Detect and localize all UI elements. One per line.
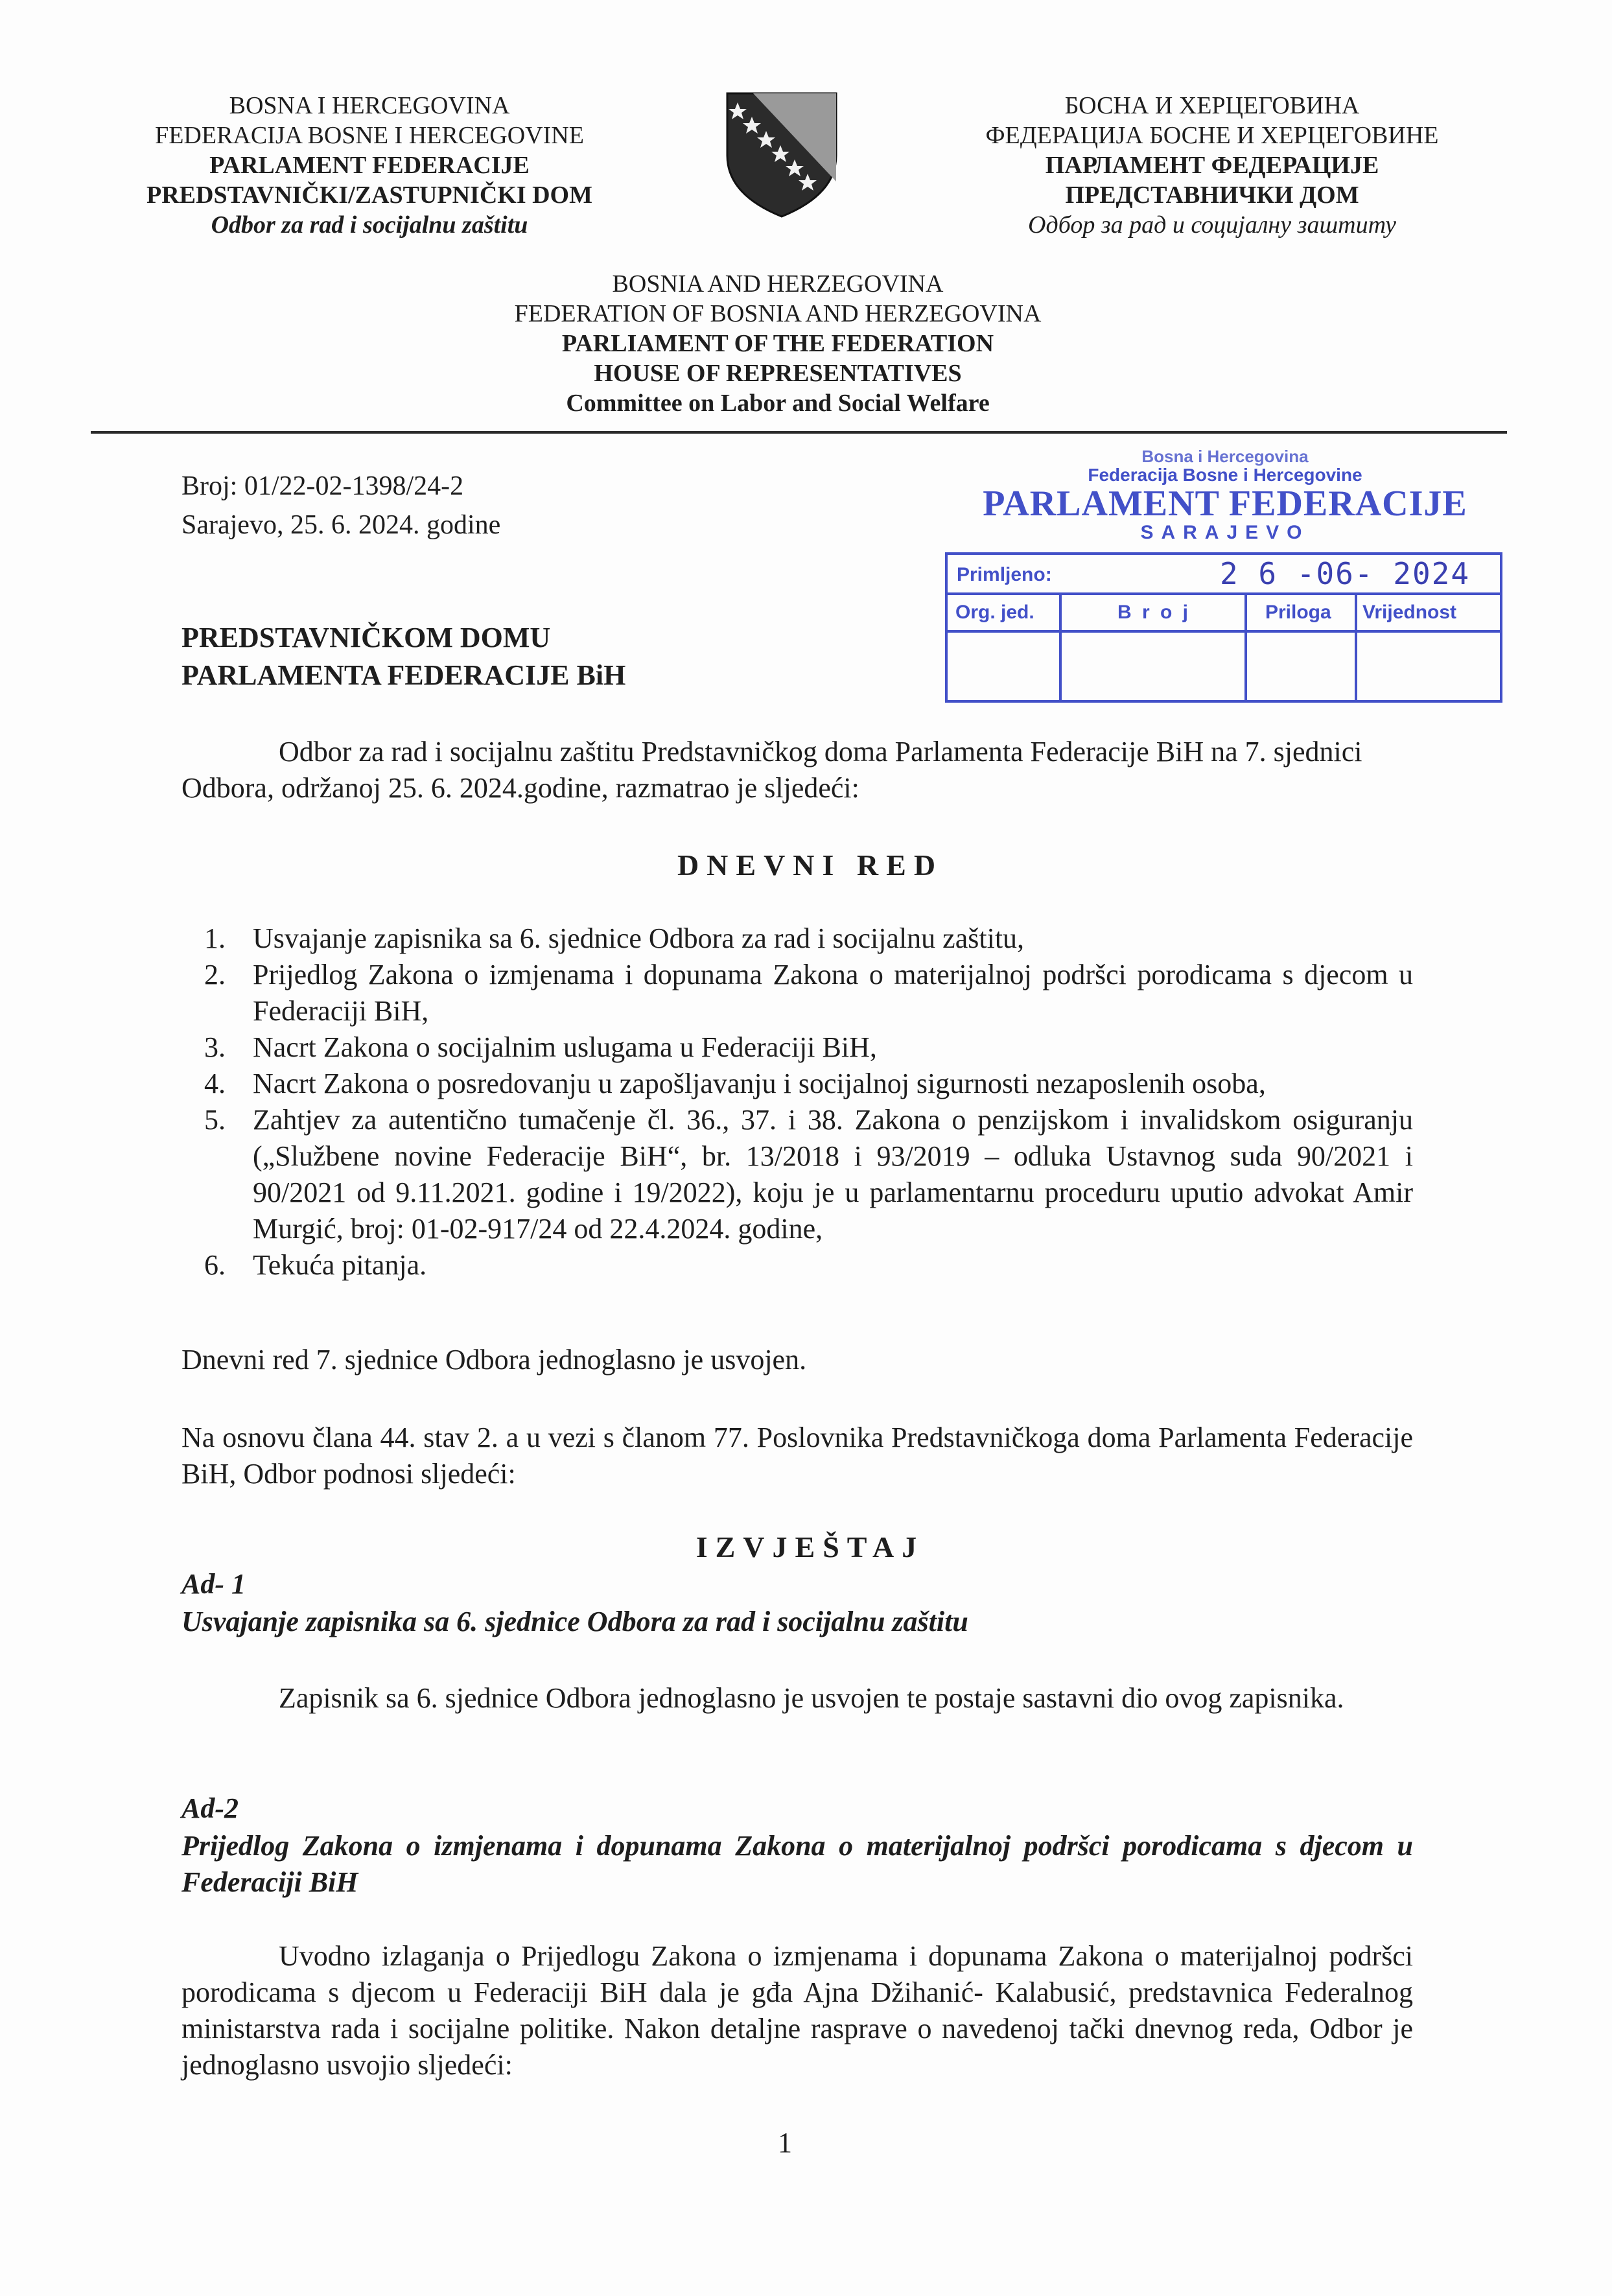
- stamp-line2: Federacija Bosne i Hercegovine: [1088, 465, 1362, 485]
- addressee-line2: PARLAMENTA FEDERACIJE BiH: [181, 659, 626, 691]
- header-right-line3: ПАРЛАМЕНТ ФЕДЕРАЦИЈЕ: [1045, 152, 1379, 179]
- header-divider: [91, 431, 1507, 434]
- agenda-item-number: 2.: [204, 959, 226, 990]
- header-right-line1: БОСНА И ХЕРЦЕГОВИНА: [1064, 92, 1360, 119]
- stamp-line4: SARAJEVO: [1140, 522, 1310, 543]
- stamp-col-attachments: Priloga: [1265, 602, 1331, 623]
- agenda-item-number: 5.: [204, 1104, 226, 1136]
- legal-basis-paragraph: Na osnovu člana 44. stav 2. a u vezi s članom 77. Poslovnika Predstavničkoga doma Parlamenta Federacije BiH, Odbor podnosi sljedeći:: [181, 1422, 1413, 1490]
- header-right-line5: Одбор за рад и социјалну заштиту: [1028, 211, 1396, 239]
- stamp-col-number: B r o j: [1117, 602, 1191, 623]
- header-center-line4: HOUSE OF REPRESENTATIVES: [594, 360, 962, 387]
- header-left-line5: Odbor za rad i socijalnu zaštitu: [211, 211, 528, 239]
- addressee-line1: PREDSTAVNIČKOM DOMU: [181, 622, 551, 653]
- stamp-col-value: Vrijednost: [1362, 602, 1457, 623]
- coat-of-arms-icon: [725, 91, 839, 219]
- agenda-item: [194, 1066, 1413, 1102]
- agenda-item-number: 3.: [204, 1031, 226, 1063]
- header-left-line1: BOSNA I HERCEGOVINA: [229, 92, 510, 119]
- ad2-text: Uvodno izlaganja o Prijedlogu Zakona o izmjenama i dopunama Zakona o materijalnoj podršci porodicama s djecom u Federaciji BiH dala je gđa Ajna Džihanić- Kalabusić, predstavnica Federalnog ministarstva rada i socijalne politike. Nakon detaljne rasprave o navedenoj tački dnevnog reda, Odbor je jednoglasno usvojio sljedeći:: [181, 1940, 1413, 2081]
- header-center: [389, 269, 1167, 418]
- reference-number: Broj: 01/22-02-1398/24-2: [181, 471, 464, 501]
- ad2-title: Prijedlog Zakona o izmjenama i dopunama Zakona o materijalnoj podršci porodicama s djecom u Federaciji BiH: [181, 1830, 1413, 1898]
- ad2-label: Ad-2: [181, 1792, 239, 1824]
- ad1-title: Usvajanje zapisnika sa 6. sjednice Odbora za rad i socijalnu zaštitu: [181, 1606, 968, 1637]
- agenda-item-text: Tekuća pitanja.: [253, 1249, 427, 1281]
- agenda-item: [194, 1029, 1413, 1066]
- intro-paragraph: Odbor za rad i socijalnu zaštitu Predstavničkog doma Parlamenta Federacije BiH na 7. sjednici Odbora, održanoj 25. 6. 2024.godine, razmatrao je sljedeći:: [181, 736, 1362, 804]
- agenda-item-text: Usvajanje zapisnika sa 6. sjednice Odbora za rad i socijalnu zaštitu,: [253, 922, 1025, 954]
- header-left: [104, 91, 635, 240]
- header-right-line4: ПРЕДСТАВНИЧКИ ДОМ: [1065, 182, 1359, 209]
- header-center-line3: PARLIAMENT OF THE FEDERATION: [561, 330, 994, 357]
- stamp-line3: PARLAMENT FEDERACIJE: [983, 484, 1467, 524]
- agenda-list: [194, 920, 1413, 1283]
- agenda-item: [194, 1102, 1413, 1247]
- reference-date: Sarajevo, 25. 6. 2024. godine: [181, 510, 501, 540]
- page-number: 1: [778, 2127, 792, 2159]
- received-stamp-header: [946, 447, 1504, 543]
- header-center-line2: FEDERATION OF BOSNIA AND HERZEGOVINA: [514, 300, 1042, 327]
- header-left-line4: PREDSTAVNIČKI/ZASTUPNIČKI DOM: [146, 182, 592, 209]
- stamp-received-label: Primljeno:: [957, 564, 1052, 585]
- reference-block: [181, 467, 500, 545]
- agenda-item: [194, 1247, 1413, 1283]
- received-stamp-box: [945, 552, 1502, 703]
- header-center-line5: Committee on Labor and Social Welfare: [566, 390, 990, 417]
- agenda-adopted: Dnevni red 7. sjednice Odbora jednoglasno je usvojen.: [181, 1344, 807, 1376]
- header-center-line1: BOSNIA AND HERZEGOVINA: [612, 270, 944, 298]
- agenda-item-text: Prijedlog Zakona o izmjenama i dopunama Zakona o materijalnoj podršci porodicama s djecom u Federaciji BiH,: [253, 959, 1413, 1027]
- agenda-item-text: Zahtjev za autentično tumačenje čl. 36., 37. i 38. Zakona o penzijskom i invalidskom osiguranju („Službene novine Federacije BiH“, br. 13/2018 i 93/2019 – odluka Ustavnog suda 90/2021 i 90/2021 od 9.11.2021. godine i 19/2022), koju je u parlamentarnu proceduru uputio advokat Amir Murgić, broj: 01-02-917/24 od 22.4.2024. godine,: [253, 1104, 1413, 1245]
- header-left-line2: FEDERACIJA BOSNE I HERCEGOVINE: [155, 122, 584, 149]
- addressee: [181, 619, 625, 694]
- agenda-title: DNEVNI RED: [677, 849, 944, 882]
- header-right: [933, 91, 1491, 240]
- ad1-text: Zapisnik sa 6. sjednice Odbora jednoglasno je usvojen te postaje sastavni dio ovog zapisnika.: [279, 1682, 1344, 1714]
- agenda-item: [194, 957, 1413, 1029]
- stamp-received-row: [948, 555, 1500, 595]
- report-title: IZVJEŠTAJ: [695, 1530, 925, 1564]
- agenda-item-number: 6.: [204, 1249, 226, 1281]
- header-left-line3: PARLAMENT FEDERACIJE: [209, 152, 530, 179]
- stamp-col-org: Org. jed.: [955, 602, 1034, 623]
- agenda-item-text: Nacrt Zakona o socijalnim uslugama u Federaciji BiH,: [253, 1031, 877, 1063]
- ad1-label: Ad- 1: [181, 1568, 246, 1600]
- agenda-item-text: Nacrt Zakona o posredovanju u zapošljavanju i socijalnoj sigurnosti nezaposlenih osoba,: [253, 1068, 1266, 1099]
- agenda-item: [194, 920, 1413, 957]
- agenda-item-number: 4.: [204, 1068, 226, 1099]
- agenda-item-number: 1.: [204, 922, 226, 954]
- header-right-line2: ФЕДЕРАЦИЈА БОСНЕ И ХЕРЦЕГОВИНЕ: [985, 122, 1439, 149]
- stamp-received-date: 2 6 -06- 2024: [1220, 556, 1471, 591]
- stamp-line1: Bosna i Hercegovina: [1141, 447, 1309, 466]
